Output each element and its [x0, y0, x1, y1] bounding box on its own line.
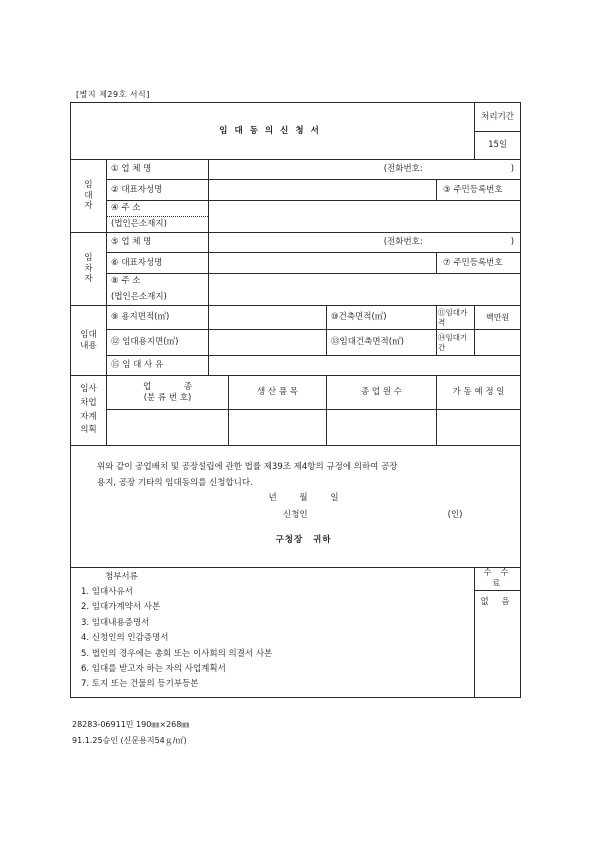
plan-group-label: [71, 376, 107, 446]
building-area-label: ⑩건축면적(㎡): [327, 306, 437, 330]
workers-header: 종 업 원 수: [327, 376, 437, 410]
processing-period-value: 15일: [475, 132, 521, 160]
declaration-line-2: 용지, 공장 기타의 임대동의를 신청합니다.: [97, 477, 253, 488]
lease-price-unit: 백만원: [475, 306, 521, 330]
attachments-section: [71, 568, 475, 698]
fee-value: 없 음: [475, 590, 521, 697]
lessor-rep-field[interactable]: [209, 180, 437, 201]
lease-period-field[interactable]: [475, 330, 521, 356]
declaration-date: 년 월 일: [268, 493, 339, 504]
lessor-group-label: [71, 160, 107, 233]
lease-land-label: ⑫ 임대용지면(㎡): [107, 330, 209, 356]
declaration-signature-row: [97, 510, 510, 521]
lessor-group-text: 임대자: [84, 180, 93, 212]
lessor-phone-close: ): [510, 164, 515, 175]
recipient-line: 구청장 귀하: [275, 534, 332, 545]
industry-header-sub: (분 류 번 호): [143, 392, 192, 403]
start-date-field[interactable]: [437, 410, 521, 446]
lessee-addr-field[interactable]: [209, 274, 521, 306]
lessee-addr-sub: (법인은소재지): [107, 290, 209, 306]
industry-field[interactable]: [107, 410, 229, 446]
attachment-item: 4. 신청인의 인감증명서: [81, 633, 169, 644]
plan-group-text: 임사차업자계의획: [80, 384, 97, 436]
product-field[interactable]: [229, 410, 327, 446]
lease-building-label: ⑬임대건축면적(㎡): [327, 330, 437, 356]
processing-period-label: 처리기간: [475, 103, 521, 132]
footer-form-code: 28283-06911민 190㎜×268㎜: [72, 720, 190, 729]
lessee-group-text: 임차자: [84, 253, 93, 285]
lease-price-label: ⑪임대가격: [437, 306, 475, 330]
lessor-rep-label: ② 대표자성명: [107, 180, 209, 201]
lease-group-text: 임대내용: [80, 329, 97, 351]
declaration-line-1: 위와 같이 공업배치 및 공장설립에 관한 법률 제39조 제4항의 규정에 의하여 공장: [97, 462, 398, 472]
lease-period-label: ⑭임대기간: [437, 330, 475, 356]
lessee-rep-field[interactable]: [209, 253, 437, 274]
lessor-addr-label: ④ 주 소: [107, 201, 209, 217]
lease-group-label: [71, 306, 107, 376]
lessee-company-label: ⑤ 업 체 명: [107, 233, 209, 253]
lease-reason-field[interactable]: [209, 356, 521, 376]
attachment-item: 5. 법인의 경우에는 총회 또는 이사회의 의결서 사본: [81, 648, 273, 659]
land-area-field[interactable]: [209, 306, 327, 330]
application-form-table: [70, 102, 521, 698]
lessee-rep-label: ⑥ 대표자성명: [107, 253, 209, 274]
lessee-company-field[interactable]: [209, 233, 521, 253]
lessee-group-label: [71, 233, 107, 306]
attachments-title: 첨부서류: [105, 572, 138, 582]
attachment-item: 2. 임대가계약서 사본: [81, 602, 161, 613]
attachment-item: 6. 임대를 받고자 하는 자의 사업계획서: [81, 663, 226, 674]
industry-header-label: 업 종: [142, 381, 193, 392]
lessor-company-field[interactable]: [209, 160, 521, 180]
start-date-header: 가 동 예 정 일: [437, 376, 521, 410]
applicant-label: 신청인: [283, 510, 308, 521]
industry-header: [107, 376, 229, 410]
lessee-phone-close: ): [510, 237, 515, 248]
lessee-addr-label: ⑧ 주 소: [107, 274, 209, 290]
lessor-regno-label: ③ 주민등록번호: [437, 180, 521, 201]
declaration-section: [71, 446, 521, 568]
attachment-item: 1. 임대사유서: [81, 586, 133, 597]
lease-reason-label: ⑮ 임 대 사 유: [107, 356, 209, 376]
footer-approval: 91.1.25승인 (신문용지54ｇ/㎡): [72, 736, 187, 745]
seal-mark[interactable]: (인): [447, 510, 463, 521]
form-title: 임대동의신청서: [71, 103, 475, 160]
lessee-regno-label: ⑦ 주민등록번호: [437, 253, 521, 274]
lessor-addr-field[interactable]: [209, 201, 521, 233]
attachment-item: 7. 토지 또는 건물의 등기부등본: [81, 679, 199, 690]
form-number-label: [별지 제29호 서식]: [76, 90, 150, 99]
attachment-item: 3. 임대내용증명서: [81, 617, 150, 628]
land-area-label: ⑨ 용지면적(㎡): [107, 306, 209, 330]
lessor-company-label: ① 업 체 명: [107, 160, 209, 180]
lease-land-field[interactable]: [209, 330, 327, 356]
product-header: 생 산 품 목: [229, 376, 327, 410]
fee-label: 수 수 료: [475, 568, 521, 591]
lessee-phone-label: (전화번호:: [383, 237, 423, 248]
workers-field[interactable]: [327, 410, 437, 446]
lessor-phone-label: (전화번호:: [383, 164, 423, 175]
lessor-addr-sub: (법인은소재지): [107, 217, 209, 233]
